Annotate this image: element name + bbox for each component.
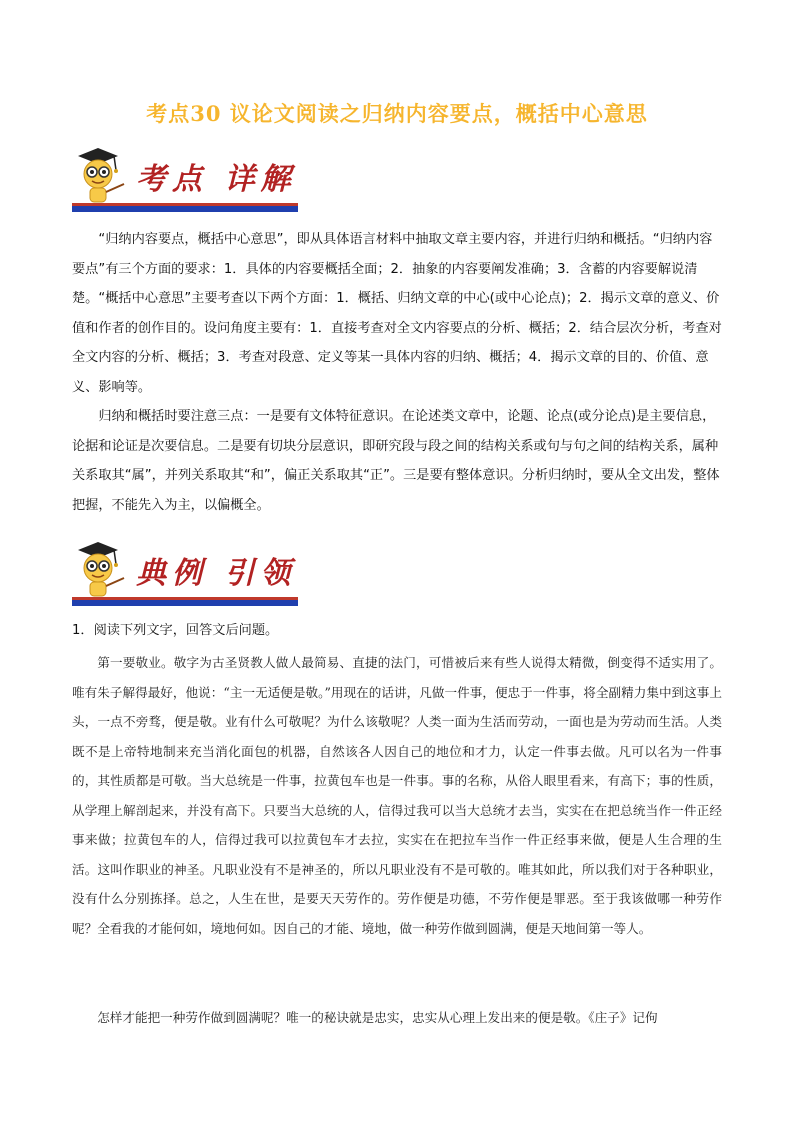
page-title: 考点30 议论文阅读之归纳内容要点，概括中心意思 [146,101,648,126]
explanation-paragraph-2: 归纳和概括时要注意三点：一是要有文体特征意识。在论述类文章中，论题、论点(或分论点)是主要信息，论据和论证是次要信息。二是要有切块分层意识，即研究段与段之间的结构关系或句与句之间的结构关系，属种关系取其“属”，并列关系取其“和”，偏正关系取其“正”。三是要有整体意识。分析归纳时，要从全文出发，整体把握，不能先入为主，以偏概全。 [72,409,720,513]
question-prompt: 1．阅读下列文字，回答文后问题。 [72,623,279,638]
graduate-mascot-icon [72,540,128,600]
reading-passage-paragraph-1: 第一要敬业。敬字为古圣贤教人做人最简易、直捷的法门，可惜被后来有些人说得太精微，倒变得不适实用了。唯有朱子解得最好，他说：“主一无适便是敬。”用现在的话讲，凡做一件事，便忠于一件事，将全副精力集中到这事上头，一点不旁骛，便是敬。业有什么可敬呢？为什么该敬呢？人类一面为生活而劳动，一面也是为劳动而生活。人类既不是上帝特地制来充当消化面包的机器，自然该各人因自己的地位和才力，认定一件事去做。凡可以名为一件事的，其性质都是可敬。当大总统是一件事，拉黄包车也是一件事。事的名称，从俗人眼里看来，有高下；事的性质，从学理上解剖起来，并没有高下。只要当大总统的人，信得过我可以当大总统才去当，实实在在把总统当作一件正经事来做；拉黄包车的人，信得过我可以拉黄包车才去拉，实实在在把拉车当作一件正经事来做，便是人生合理的生活。这叫作职业的神圣。凡职业没有不是神圣的，所以凡职业没有不是可敬的。唯其如此，所以我们对于各种职业，没有什么分别拣择。总之，人生在世，是要天天劳作的。劳作便是功德，不劳作便是罪恶。至于我该做哪一种劳作呢？全看我的才能何如，境地何如。因自己的才能、境地，做一种劳作做到圆满，便是天地间第一等人。 [72,655,722,936]
graduate-mascot-icon [72,146,128,206]
section-header-kaodian [72,146,298,212]
heading-underline-blue [72,206,298,212]
reading-passage-paragraph-2: 怎样才能把一种劳作做到圆满呢？唯一的秘诀就是忠实，忠实从心理上发出来的便是敬。《庄子》记佝 [97,1010,658,1025]
section-header-dianli [72,540,298,606]
section-heading: 考点 详解 [136,162,297,197]
explanation-paragraph-1: “归纳内容要点，概括中心意思”，即从具体语言材料中抽取文章主要内容，并进行归纳和概括。“归纳内容要点”有三个方面的要求：1．具体的内容要概括全面；2．抽象的内容要阐发准确；3．含蓄的内容要解说清楚。“概括中心意思”主要考查以下两个方面：1．概括、归纳文章的中心(或中心论点)；2．揭示文章的意义、价值和作者的创作目的。设问角度主要有：1．直接考查对全文内容要点的分析、概括；2．结合层次分析，考查对全文内容的分析、概括；3．考查对段意、定义等某一具体内容的归纳、概括；4．揭示文章的目的、价值、意义、影响等。 [72,232,722,395]
section-heading: 典例 引领 [136,556,297,591]
heading-underline-blue [72,600,298,606]
